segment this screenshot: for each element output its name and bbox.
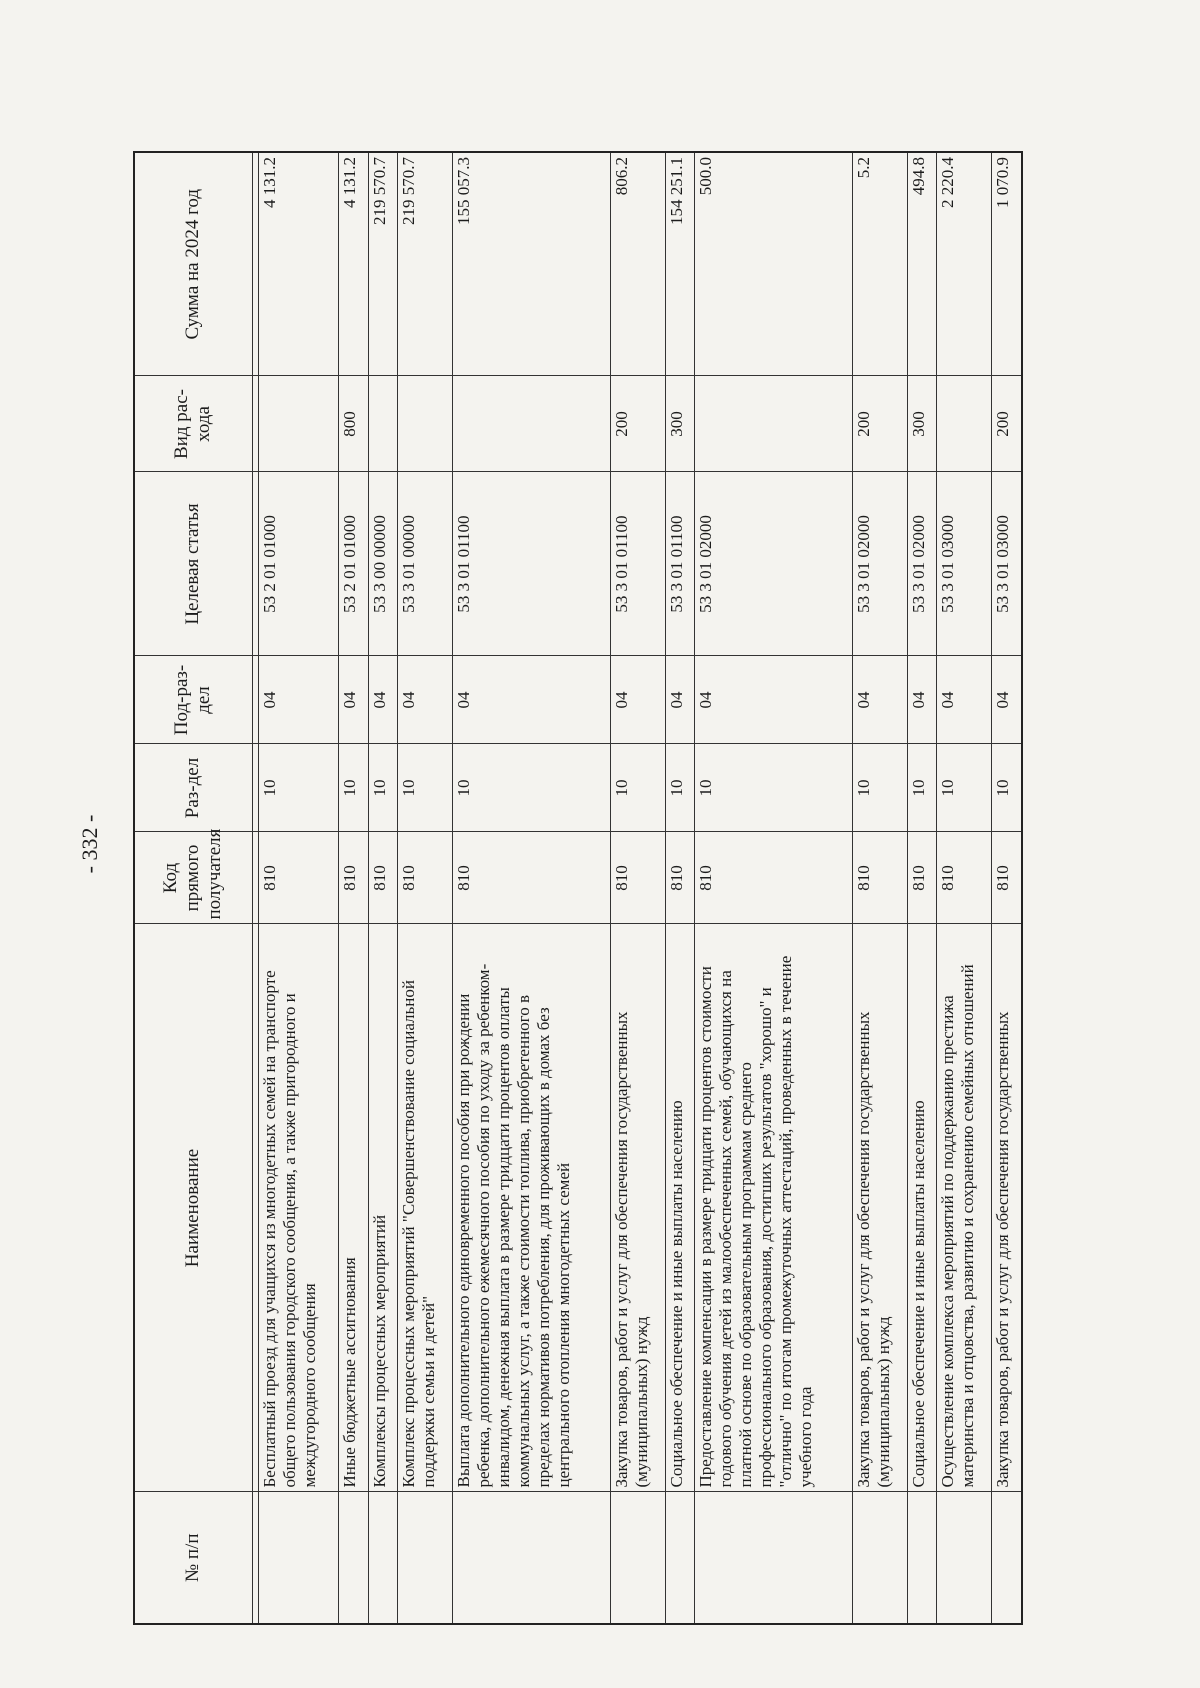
cell-subsection: 04 (339, 656, 368, 744)
cell-num (368, 1492, 397, 1624)
cell-section: 10 (258, 744, 339, 832)
cell-subsection: 04 (398, 656, 453, 744)
cell-amount: 155 057.3 (453, 152, 611, 376)
header-amount: Сумма на 2024 год (134, 152, 252, 376)
table-row (258, 152, 339, 1624)
table-row (695, 152, 853, 1624)
cell-amount: 806.2 (610, 152, 665, 376)
cell-name: Комплекс процессных мероприятий "Совершенствование социальной поддержки семьи и детей" (398, 924, 453, 1492)
cell-recipient-code: 810 (610, 832, 665, 924)
cell-target: 53 3 01 01100 (665, 472, 694, 656)
cell-subsection: 04 (368, 656, 397, 744)
cell-amount: 1 070.9 (992, 152, 1022, 376)
cell-target: 53 3 01 02000 (907, 472, 936, 656)
cell-recipient-code: 810 (937, 832, 992, 924)
cell-name: Иные бюджетные ассигнования (339, 924, 368, 1492)
cell-amount: 4 131.2 (258, 152, 339, 376)
table-row (368, 152, 397, 1624)
header-subsection: Под-раз-дел (134, 656, 252, 744)
cell-recipient-code: 810 (453, 832, 611, 924)
cell-amount: 219 570.7 (368, 152, 397, 376)
cell-expense-type: 300 (907, 376, 936, 472)
cell-num (937, 1492, 992, 1624)
cell-section: 10 (907, 744, 936, 832)
cell-expense-type: 200 (992, 376, 1022, 472)
cell-amount: 5.2 (852, 152, 907, 376)
cell-amount: 4 131.2 (339, 152, 368, 376)
cell-section: 10 (695, 744, 853, 832)
cell-subsection: 04 (907, 656, 936, 744)
cell-section: 10 (992, 744, 1022, 832)
table-row (907, 152, 936, 1624)
cell-amount: 500.0 (695, 152, 853, 376)
cell-expense-type: 200 (852, 376, 907, 472)
header-name: Наименование (134, 924, 252, 1492)
cell-expense-type: 200 (610, 376, 665, 472)
cell-recipient-code: 810 (398, 832, 453, 924)
cell-section: 10 (339, 744, 368, 832)
cell-recipient-code: 810 (852, 832, 907, 924)
cell-target: 53 3 01 02000 (852, 472, 907, 656)
budget-table-container (133, 153, 1023, 1625)
cell-subsection: 04 (453, 656, 611, 744)
cell-section: 10 (937, 744, 992, 832)
table-row (992, 152, 1022, 1624)
cell-section: 10 (665, 744, 694, 832)
cell-name: Закупка товаров, работ и услуг для обеспечения государственных (муниципальных) нужд (852, 924, 907, 1492)
table-body (252, 152, 1022, 1624)
header-num: № п/п (134, 1492, 252, 1624)
cell-name: Закупка товаров, работ и услуг для обеспечения государственных (муниципальных) нужд (610, 924, 665, 1492)
cell-amount: 219 570.7 (398, 152, 453, 376)
cell-section: 10 (398, 744, 453, 832)
cell-target: 53 3 01 03000 (992, 472, 1022, 656)
cell-num (907, 1492, 936, 1624)
cell-num (258, 1492, 339, 1624)
cell-num (453, 1492, 611, 1624)
cell-target: 53 3 01 03000 (937, 472, 992, 656)
cell-recipient-code: 810 (665, 832, 694, 924)
cell-name: Социальное обеспечение и иные выплаты населению (665, 924, 694, 1492)
cell-amount: 494.8 (907, 152, 936, 376)
cell-expense-type (398, 376, 453, 472)
header-target: Целевая статья (134, 472, 252, 656)
cell-amount: 2 220.4 (937, 152, 992, 376)
cell-recipient-code: 810 (992, 832, 1022, 924)
table-row (937, 152, 992, 1624)
cell-section: 10 (368, 744, 397, 832)
table-row (665, 152, 694, 1624)
page-number: - 332 - (77, 814, 102, 874)
cell-expense-type (937, 376, 992, 472)
cell-section: 10 (610, 744, 665, 832)
cell-expense-type (695, 376, 853, 472)
cell-subsection: 04 (665, 656, 694, 744)
cell-expense-type (258, 376, 339, 472)
cell-target: 53 3 01 02000 (695, 472, 853, 656)
cell-expense-type (368, 376, 397, 472)
cell-subsection: 04 (992, 656, 1022, 744)
cell-subsection: 04 (852, 656, 907, 744)
table-row (852, 152, 907, 1624)
header-section: Раз-дел (134, 744, 252, 832)
cell-target: 53 3 01 00000 (398, 472, 453, 656)
cell-section: 10 (852, 744, 907, 832)
cell-name: Бесплатный проезд для учащихся из многодетных семей на транспорте общего пользования городского сообщения, а также пригородного и междугородного сообщения (258, 924, 339, 1492)
cell-name: Предоставление компенсации в размере тридцати процентов стоимости годового обучения детей из малообеспеченных семей, обучающихся на платной основе по образовательным программам среднего профессионального образования, достигших результатов "хорошо" и "отлично" по итогам промежуточных аттестаций, проведенных в течение учебного года (695, 924, 853, 1492)
cell-name: Закупка товаров, работ и услуг для обеспечения государственных (992, 924, 1022, 1492)
cell-num (339, 1492, 368, 1624)
cell-target: 53 2 01 01000 (339, 472, 368, 656)
cell-num (992, 1492, 1022, 1624)
cell-target: 53 3 01 01100 (453, 472, 611, 656)
cell-num (852, 1492, 907, 1624)
cell-num (695, 1492, 853, 1624)
cell-subsection: 04 (937, 656, 992, 744)
cell-recipient-code: 810 (368, 832, 397, 924)
header-recipient: Код прямого получателя (134, 832, 252, 924)
cell-subsection: 04 (695, 656, 853, 744)
cell-name: Социальное обеспечение и иные выплаты населению (907, 924, 936, 1492)
cell-name: Выплата дополнительного единовременного пособия при рождении ребенка, дополнительного ежемесячного пособия по уходу за ребенком-инвалидом, денежная выплата в размере тридцати процентов оплаты коммунальных услуг, а также стоимости топлива, приобретенного в пределах нормативов потребления, для проживающих в домах без центрального отопления многодетных семей (453, 924, 611, 1492)
cell-expense-type: 300 (665, 376, 694, 472)
table-row (610, 152, 665, 1624)
cell-section: 10 (453, 744, 611, 832)
cell-num (665, 1492, 694, 1624)
cell-recipient-code: 810 (695, 832, 853, 924)
cell-expense-type: 800 (339, 376, 368, 472)
cell-subsection: 04 (610, 656, 665, 744)
table-row (398, 152, 453, 1624)
cell-subsection: 04 (258, 656, 339, 744)
table-header-row (134, 152, 252, 1624)
cell-expense-type (453, 376, 611, 472)
cell-num (610, 1492, 665, 1624)
cell-target: 53 3 01 01100 (610, 472, 665, 656)
cell-recipient-code: 810 (258, 832, 339, 924)
cell-num (398, 1492, 453, 1624)
cell-target: 53 3 00 00000 (368, 472, 397, 656)
cell-recipient-code: 810 (339, 832, 368, 924)
cell-target: 53 2 01 01000 (258, 472, 339, 656)
cell-name: Комплексы процессных мероприятий (368, 924, 397, 1492)
cell-amount: 154 251.1 (665, 152, 694, 376)
table-row (339, 152, 368, 1624)
header-expense: Вид рас-хода (134, 376, 252, 472)
cell-recipient-code: 810 (907, 832, 936, 924)
cell-name: Осуществление комплекса мероприятий по поддержанию престижа материнства и отцовства, развитию и сохранению семейных отношений (937, 924, 992, 1492)
table-row (453, 152, 611, 1624)
budget-table (133, 151, 1023, 1625)
